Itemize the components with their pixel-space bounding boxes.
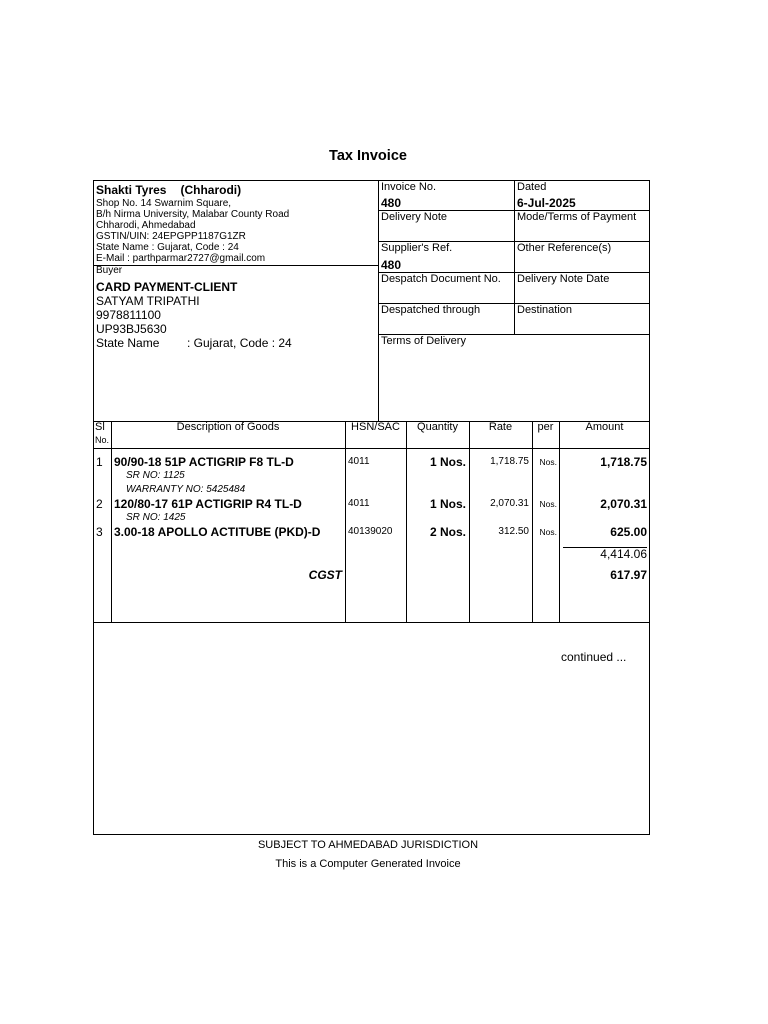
col-desc-header: Description of Goods (176, 421, 280, 433)
item-2-note-1: SR NO: 1425 (126, 512, 186, 523)
item-1-per: Nos. (539, 457, 557, 467)
buyer-state-value: : Gujarat, Code : 24 (187, 336, 292, 350)
item-2-qty: 1 Nos. (429, 497, 466, 511)
divider (532, 421, 533, 622)
buyer-line-2: 9978811100 (96, 308, 161, 322)
item-1-hsn: 4011 (348, 456, 370, 467)
terms-of-delivery-label: Terms of Delivery (381, 335, 466, 347)
seller-email: E-Mail : parthparmar2727@gmail.com (96, 253, 266, 264)
invoice-title: Tax Invoice (329, 148, 407, 164)
suppliers-ref: 480 (381, 258, 402, 272)
divider (111, 421, 112, 622)
item-1-desc: 90/90-18 51P ACTIGRIP F8 TL-D (114, 455, 294, 469)
divider (469, 421, 470, 622)
item-3-per: Nos. (539, 527, 557, 537)
item-2-desc: 120/80-17 61P ACTIGRIP R4 TL-D (114, 497, 302, 511)
item-3-desc: 3.00-18 APOLLO ACTITUBE (PKD)-D (114, 525, 321, 539)
buyer-label: Buyer (96, 265, 123, 276)
delivery-note-date-label: Delivery Note Date (517, 273, 610, 285)
delivery-note-label: Delivery Note (381, 211, 448, 223)
item-1-note-2: WARRANTY NO: 5425484 (126, 484, 246, 495)
despatched-through-label: Despatched through (381, 304, 481, 316)
col-rate-header: Rate (488, 421, 513, 433)
divider (559, 421, 560, 622)
mode-terms-label: Mode/Terms of Payment (517, 211, 637, 223)
jurisdiction-note: SUBJECT TO AHMEDABAD JURISDICTION (257, 839, 479, 851)
buyer-state-label: State Name (96, 336, 160, 350)
item-3-sl: 3 (96, 525, 103, 539)
item-2-per: Nos. (539, 499, 557, 509)
divider (93, 265, 378, 266)
item-1-sl: 1 (96, 455, 103, 469)
item-3-qty: 2 Nos. (429, 525, 466, 539)
item-2-sl: 2 (96, 497, 103, 511)
buyer-line-3: UP93BJ5630 (96, 322, 167, 336)
invoice-no: 480 (381, 196, 402, 210)
item-3-rate: 312.50 (498, 526, 529, 537)
divider (345, 421, 346, 622)
col-per-header: per (537, 421, 554, 433)
item-2-rate: 2,070.31 (490, 498, 529, 509)
continued-note: continued ... (561, 650, 627, 664)
item-2-amount: 2,070.31 (600, 497, 647, 511)
dated-value: 6-Jul-2025 (517, 196, 576, 210)
item-1-qty: 1 Nos. (429, 455, 466, 469)
seller-address-2: B/h Nirma University, Malabar County Road (96, 209, 290, 220)
seller-name: Shakti Tyres (Chharodi) (96, 183, 242, 197)
despatch-doc-label: Despatch Document No. (381, 273, 501, 285)
col-no-header: No. (95, 435, 110, 445)
dated-label: Dated (517, 181, 547, 193)
seller-state: State Name : Gujarat, Code : 24 (96, 242, 239, 253)
item-3-hsn: 40139020 (348, 526, 393, 537)
seller-address-1: Shop No. 14 Swarnim Square, (96, 198, 232, 209)
suppliers-ref-label: Supplier's Ref. (381, 242, 453, 254)
divider (406, 421, 407, 622)
item-3-amount: 625.00 (610, 525, 647, 539)
destination-label: Destination (517, 304, 573, 316)
item-1-note-1: SR NO: 1125 (126, 470, 185, 481)
item-1-rate: 1,718.75 (490, 456, 529, 467)
invoice-no-label: Invoice No. (381, 181, 437, 193)
tax-label: CGST (308, 568, 342, 582)
other-ref-label: Other Reference(s) (517, 242, 612, 254)
tax-amount: 617.97 (610, 568, 647, 582)
item-2-hsn: 4011 (348, 498, 370, 509)
seller-address-3: Chharodi, Ahmedabad (96, 220, 196, 231)
divider (93, 448, 650, 449)
divider (378, 180, 379, 421)
col-sl-header: Sl (95, 421, 105, 433)
col-qty-header: Quantity (417, 421, 458, 433)
seller-gstin: GSTIN/UIN: 24EPGPP1187G1ZR (96, 231, 246, 242)
item-1-amount: 1,718.75 (600, 455, 647, 469)
buyer-line-1: SATYAM TRIPATHI (96, 294, 200, 308)
computer-generated-note: This is a Computer Generated Invoice (275, 858, 461, 870)
divider (93, 622, 650, 623)
col-amount-header: Amount (585, 421, 624, 433)
divider (514, 180, 515, 334)
buyer-name: CARD PAYMENT-CLIENT (96, 280, 238, 294)
col-hsn-header: HSN/SAC (351, 421, 400, 433)
subtotal-amount: 4,414.06 (600, 547, 647, 561)
